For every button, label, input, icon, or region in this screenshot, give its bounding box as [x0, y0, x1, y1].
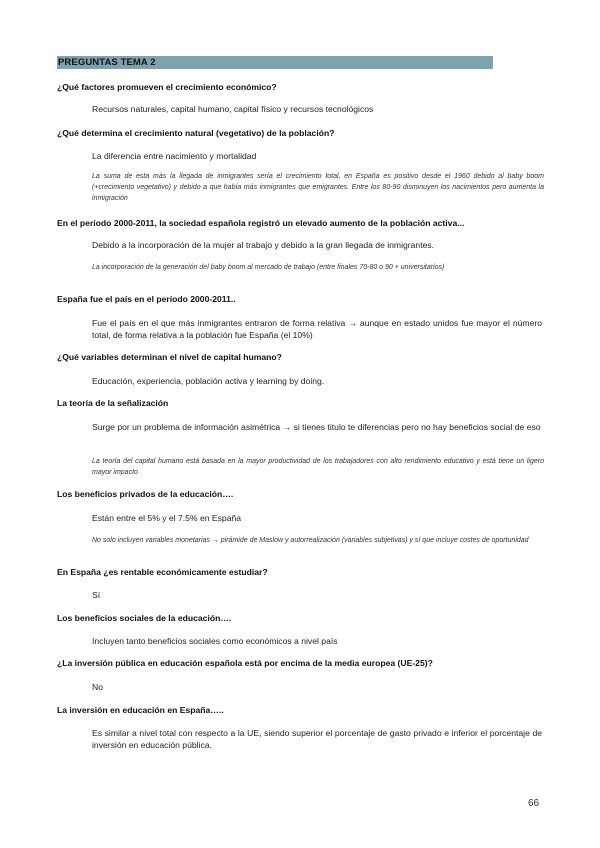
answer-4: Fue el país en el que más inmigrantes entraron de forma relativa → aunque en estado unidos fue mayor el número total, de forma relativa a la población fue España (el 10%): [92, 318, 542, 341]
answer-9: Incluyen tanto beneficios sociales como económicos a nivel país: [92, 636, 338, 646]
question-10: ¿La inversión pública en educación española está por encima de la media europea (UE-25)?: [57, 658, 433, 668]
question-6: La teoría de la señalización: [57, 398, 169, 408]
question-4: España fue el país en el período 2000-2011..: [57, 294, 236, 304]
answer-5: Educación, experiencia, población activa y learning by doing.: [92, 376, 325, 386]
question-8: En España ¿es rentable económicamente estudiar?: [57, 567, 268, 577]
answer-3: Debido a la incorporación de la mujer al trabajo y debido a la gran llegada de inmigrantes.: [92, 240, 435, 250]
question-2: ¿Qué determina el crecimiento natural (vegetativo) de la población?: [57, 128, 335, 138]
note-6: La teoría del capital humano está basada en la mayor productividad de los trabajadores con alto rendimiento educativo y está tiene un ligero mayor impacto: [92, 458, 544, 476]
answer-1: Recursos naturales, capital humano, capital físico y recursos tecnológicos: [92, 104, 374, 114]
question-7: Los beneficios privados de la educación….: [57, 489, 234, 499]
note-7: No solo incluyen variables monetarias → pirámide de Maslow y autorrealización (variables subjetivas) y sí que incluye costes de oportunidad: [92, 537, 529, 544]
question-3: En el período 2000-2011, la sociedad española registró un elevado aumento de la población activa...: [57, 218, 465, 228]
answer-6: Surge por un problema de información asimétrica → si tienes titulo te diferencias pero no hay beneficios social de eso: [92, 422, 541, 432]
note-3: La incorporación de la generación del baby boom al mercado de trabajo (entre finales 70-80 o 90 + universitarios): [92, 264, 445, 271]
answer-7: Están entre el 5% y el 7.5% en España: [92, 513, 242, 523]
answer-2: La diferencia entre nacimiento y mortalidad: [92, 151, 257, 161]
answer-11: Es similar a nivel total con respecto a la UE, siendo superior el porcentaje de gasto privado e inferior el porcentaje de inversión en educación pública.: [92, 728, 542, 751]
page-number: 66: [528, 798, 540, 809]
question-11: La inversión en educación en España…..: [57, 705, 224, 715]
section-title: PREGUNTAS TEMA 2: [57, 56, 493, 69]
question-9: Los beneficios sociales de la educación….: [57, 613, 232, 623]
question-5: ¿Qué variables determinan el nivel de capital humano?: [57, 352, 282, 362]
note-2: La suma de esta más la llegada de inmigrantes sería el crecimiento total, en España es positivo desde el 1960 debido al baby boom (+crecimiento vegetativo) y debido a que había más inmigrantes que emigrantes. Entre los 80-90 disminuyen los nacimientos pero aumenta la inmigración: [92, 173, 544, 202]
answer-10: No: [92, 682, 103, 692]
question-1: ¿Qué factores promueven el crecimiento económico?: [57, 82, 277, 92]
answer-8: Sí: [92, 590, 101, 600]
